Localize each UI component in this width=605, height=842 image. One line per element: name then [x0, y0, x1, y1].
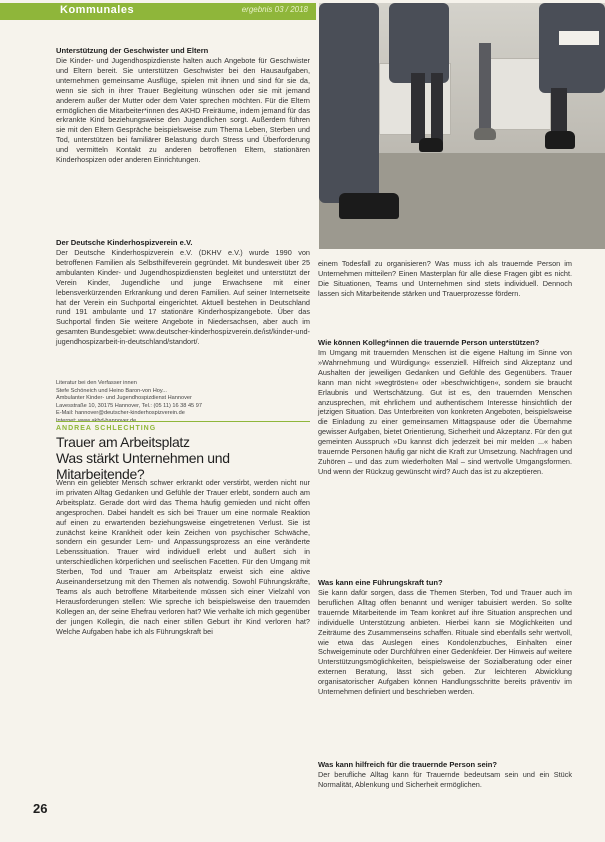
helpful-text: Der berufliche Alltag kann für Trauernde bedeutsam sein und ein Stück Normalität, Ablenkung und Sicherheit ermöglichen.	[318, 770, 572, 789]
photo-shoe	[545, 131, 575, 149]
article-intro	[56, 478, 310, 637]
literature-line: Lavesstraße 10, 30175 Hannover, Tel.: (05 11) 16 38 45 97	[56, 402, 202, 409]
photo-leg	[479, 43, 491, 133]
headline-line-2: Was stärkt Unternehmen und Mitarbeitende?	[56, 450, 230, 482]
article-intro-text: Wenn ein geliebter Mensch schwer erkrankt oder verstirbt, werden nicht nur im privaten Alltag Gedanken und Gefühle der Trauer erlebt, sondern auch am Arbeitsplatz. Gerade dort wird das Thema häufig gemieden und nicht offen angesprochen. Dabei handelt es sich bei Trauer um eine normale Reaktion auf einen zu erwartenden beziehungsweise eingetretenen Verlust. Sie ist zunächst keine Krankheit oder kein Zeichen von psychischer Schwäche, sondern ein gesunder Lern- und Anpassungsprozess an eine veränderte Lebenssituation. Trauer wird individuell erlebt und äußert sich in unterschiedlichen körperlichen und seelischen Facetten. Für den Umgang mit Sterben, Tod und Trauer am Arbeitsplatz erweist sich eine aktive Auseinandersetzung mit den Themen als notwendig. Sowohl Führungskräfte, Teams als auch betroffene Mitarbeitende müssen sich einer Vielzahl von Herausforderungen stellen: Wie spreche ich beispielsweise den trauernden Kollegen an, der seine Ehefrau verloren hat? Wie verhalte ich mich gegenüber der jungen Kollegin, die nach einer stillen Geburt ihr Kind verloren hat? Welche Aufgaben habe ich als Führungskraft bei	[56, 478, 310, 636]
literature-box	[56, 380, 310, 426]
literature-line: Literatur bei den Verfasser innen	[56, 380, 137, 386]
siblings-section	[56, 46, 310, 165]
helpful-section	[318, 760, 572, 790]
colleagues-section	[318, 338, 572, 477]
photo-shoe	[339, 193, 399, 219]
literature-line: Stefe Schöneich und Heino Baron-von Hoy...	[56, 387, 167, 394]
siblings-heading: Unterstützung der Geschwister und Eltern	[56, 46, 209, 55]
issue-label: ergebnis 03 / 2018	[241, 5, 308, 14]
dkhv-text: Der Deutsche Kinderhospizverein e.V. (DKHV e.V.) wurde 1990 von betroffenen Familien als Selbsthilfeverein gegründet. Mit bundesweit über 25 ambulanten Kinder- und Jugendhospizdiensten begleitet und unterstützt der Verein Kinder, Jugendliche und junge Erwachsene mit einer lebensverkürzenden Erkrankung und deren Familien. Auf seiner Internetseite hat der Verein ein Suchportal eingerichtet. Aktuell bestehen in Deutschland rund 191 ambulante und 17 stationäre Kinderhospizangebote. Über das Suchportal finden Sie weitere Angebote in Niedersachsen, aber auch im gesamten Bundesgebiet: www.deutscher-kinderhospizverein.de/ist/kinder-und-jugendhospizarbeit-in-deutschland/standort/.	[56, 248, 310, 347]
dkhv-heading: Der Deutsche Kinderhospizverein e.V.	[56, 238, 193, 247]
literature-line: E-Mail: hannover@deutscher-kinderhospizverein.de	[56, 410, 185, 417]
right-intro	[318, 259, 572, 299]
page-number: 26	[33, 801, 48, 816]
literature-line: Ambulanter Kinder- und Jugendhospizdienst Hannover	[56, 395, 192, 402]
article-headline	[56, 434, 316, 482]
photo-shoe	[419, 138, 443, 152]
photo-figure	[389, 3, 449, 83]
leader-section	[318, 578, 572, 697]
photo-seated-group	[319, 3, 605, 249]
right-intro-text: einem Todesfall zu organisieren? Was muss ich als trauernde Person im Unternehmen mitteilen? Einen Masterplan für alle diese Fragen gibt es nicht. Die Situationen, Teams und Unternehmen sind stets individuell. Dennoch lassen sich Mitarbeitende stärken und Trauerprozesse fördern.	[318, 259, 572, 298]
photo-shoe	[474, 128, 496, 140]
photo-figure	[319, 3, 379, 203]
photo-leg	[411, 73, 425, 143]
author-kicker: ANDREA SCHLECHTING	[56, 425, 157, 432]
photo-paper	[559, 31, 599, 45]
section-label: Kommunales	[60, 4, 135, 16]
leader-heading: Was kann eine Führungskraft tun?	[318, 578, 443, 587]
headline-line-1: Trauer am Arbeitsplatz	[56, 434, 190, 450]
photo-figure	[539, 3, 605, 93]
siblings-text: Die Kinder- und Jugendhospizdienste halten auch Angebote für Geschwister und Eltern bereit. Sie unterstützen Geschwister bei den Hausaufgaben, unternehmen gemeinsame Ausflüge, spielen mit ihnen und sind für sie da, wenn sie sich in ihrer Trauer Begleitung wünschen oder sie mit jemand anderem außer der Mutter oder dem Vater sprechen möchten. Für die Eltern ermöglichen die Mitarbeiter*innen des AKHD Freiräume, indem jemand für das erkrankte Kind beziehungsweise den Jugendlichen sorgt. Außerdem führen sie mit den Eltern Gespräche beispielsweise zum Thema Leben, Sterben und Tod, unterstützen bei familiärer Belastung durch Stress und Überforderung und vermitteln Kontakt zu anderen betroffenen Eltern, stationären Kinderhospizen oder anderen Einrichtungen.	[56, 56, 310, 165]
dkhv-section	[56, 238, 310, 347]
helpful-heading: Was kann hilfreich für die trauernde Person sein?	[318, 760, 498, 769]
colleagues-text: Im Umgang mit trauernden Menschen ist die eigene Haltung im Sinne von »Wahrnehmung und Würdigung« essenziell. Hilfreich sind Akzeptanz und Aushalten der jeweiligen Gedanken und Gefühle des Gegenübers. Trauer kann man nicht »wegtrösten« oder »beschwichtigen«, sondern sie braucht Erlaubnis und Wertschätzung. Gut ist es, den trauernden Menschen anzusprechen, mit ehrlichem und authentischem Interesse hinsichtlich der jetzigen Situation. Das Unterbreiten von konkreten Angeboten, beispielsweise die Einladung zu einer gemeinsamen Mittagspause oder die Übernahme gewisser Aufgaben, bietet Orientierung, Sicherheit und Akzeptanz. Für den gut gemeinten Ausspruch »Du kannst dich jederzeit bei mir melden ...« haben trauernde Personen häufig gar nicht die Kraft zur Umsetzung. Nachfragen und Zuhören – und das zum wiederholten Mal – sind wertvolle Umgangsformen. Und wenn der Rückzug gewünscht wird? Auch das ist zu akzeptieren.	[318, 348, 572, 476]
colleagues-heading: Wie können Kolleg*innen die trauernde Person unterstützen?	[318, 338, 540, 347]
leader-text: Sie kann dafür sorgen, dass die Themen Sterben, Tod und Trauer auch im beruflichen Alltag offen benannt und weniger tabuisiert werden. So sollte trauernde Mitarbeitende im Team konkret auf ihre Situation ansprechen und individuelle Unterstützung anbieten. Hierbei kann sie Möglichkeiten und Zeiträume des Zusammenseins schaffen. Rituale sind ebenfalls sehr wertvoll, wie etwa das Auslegen eines Kondolenzbuches, Einhalten einer Schweigeminute oder Durchführen einer Gedenkfeier. Der Hinweis auf weitere Unterstützungsmöglichkeiten, beispielsweise der Sozialberatung oder einer externen Beratung, lässt sich geben. Zur leichteren Abwicklung organisatorischer Aufgaben können Handlungsschritte bereits präventiv im Unternehmen definiert und beschrieben werden.	[318, 588, 572, 697]
section-tag	[0, 3, 316, 20]
kicker-rule	[56, 421, 310, 422]
photo-leg	[431, 73, 443, 145]
